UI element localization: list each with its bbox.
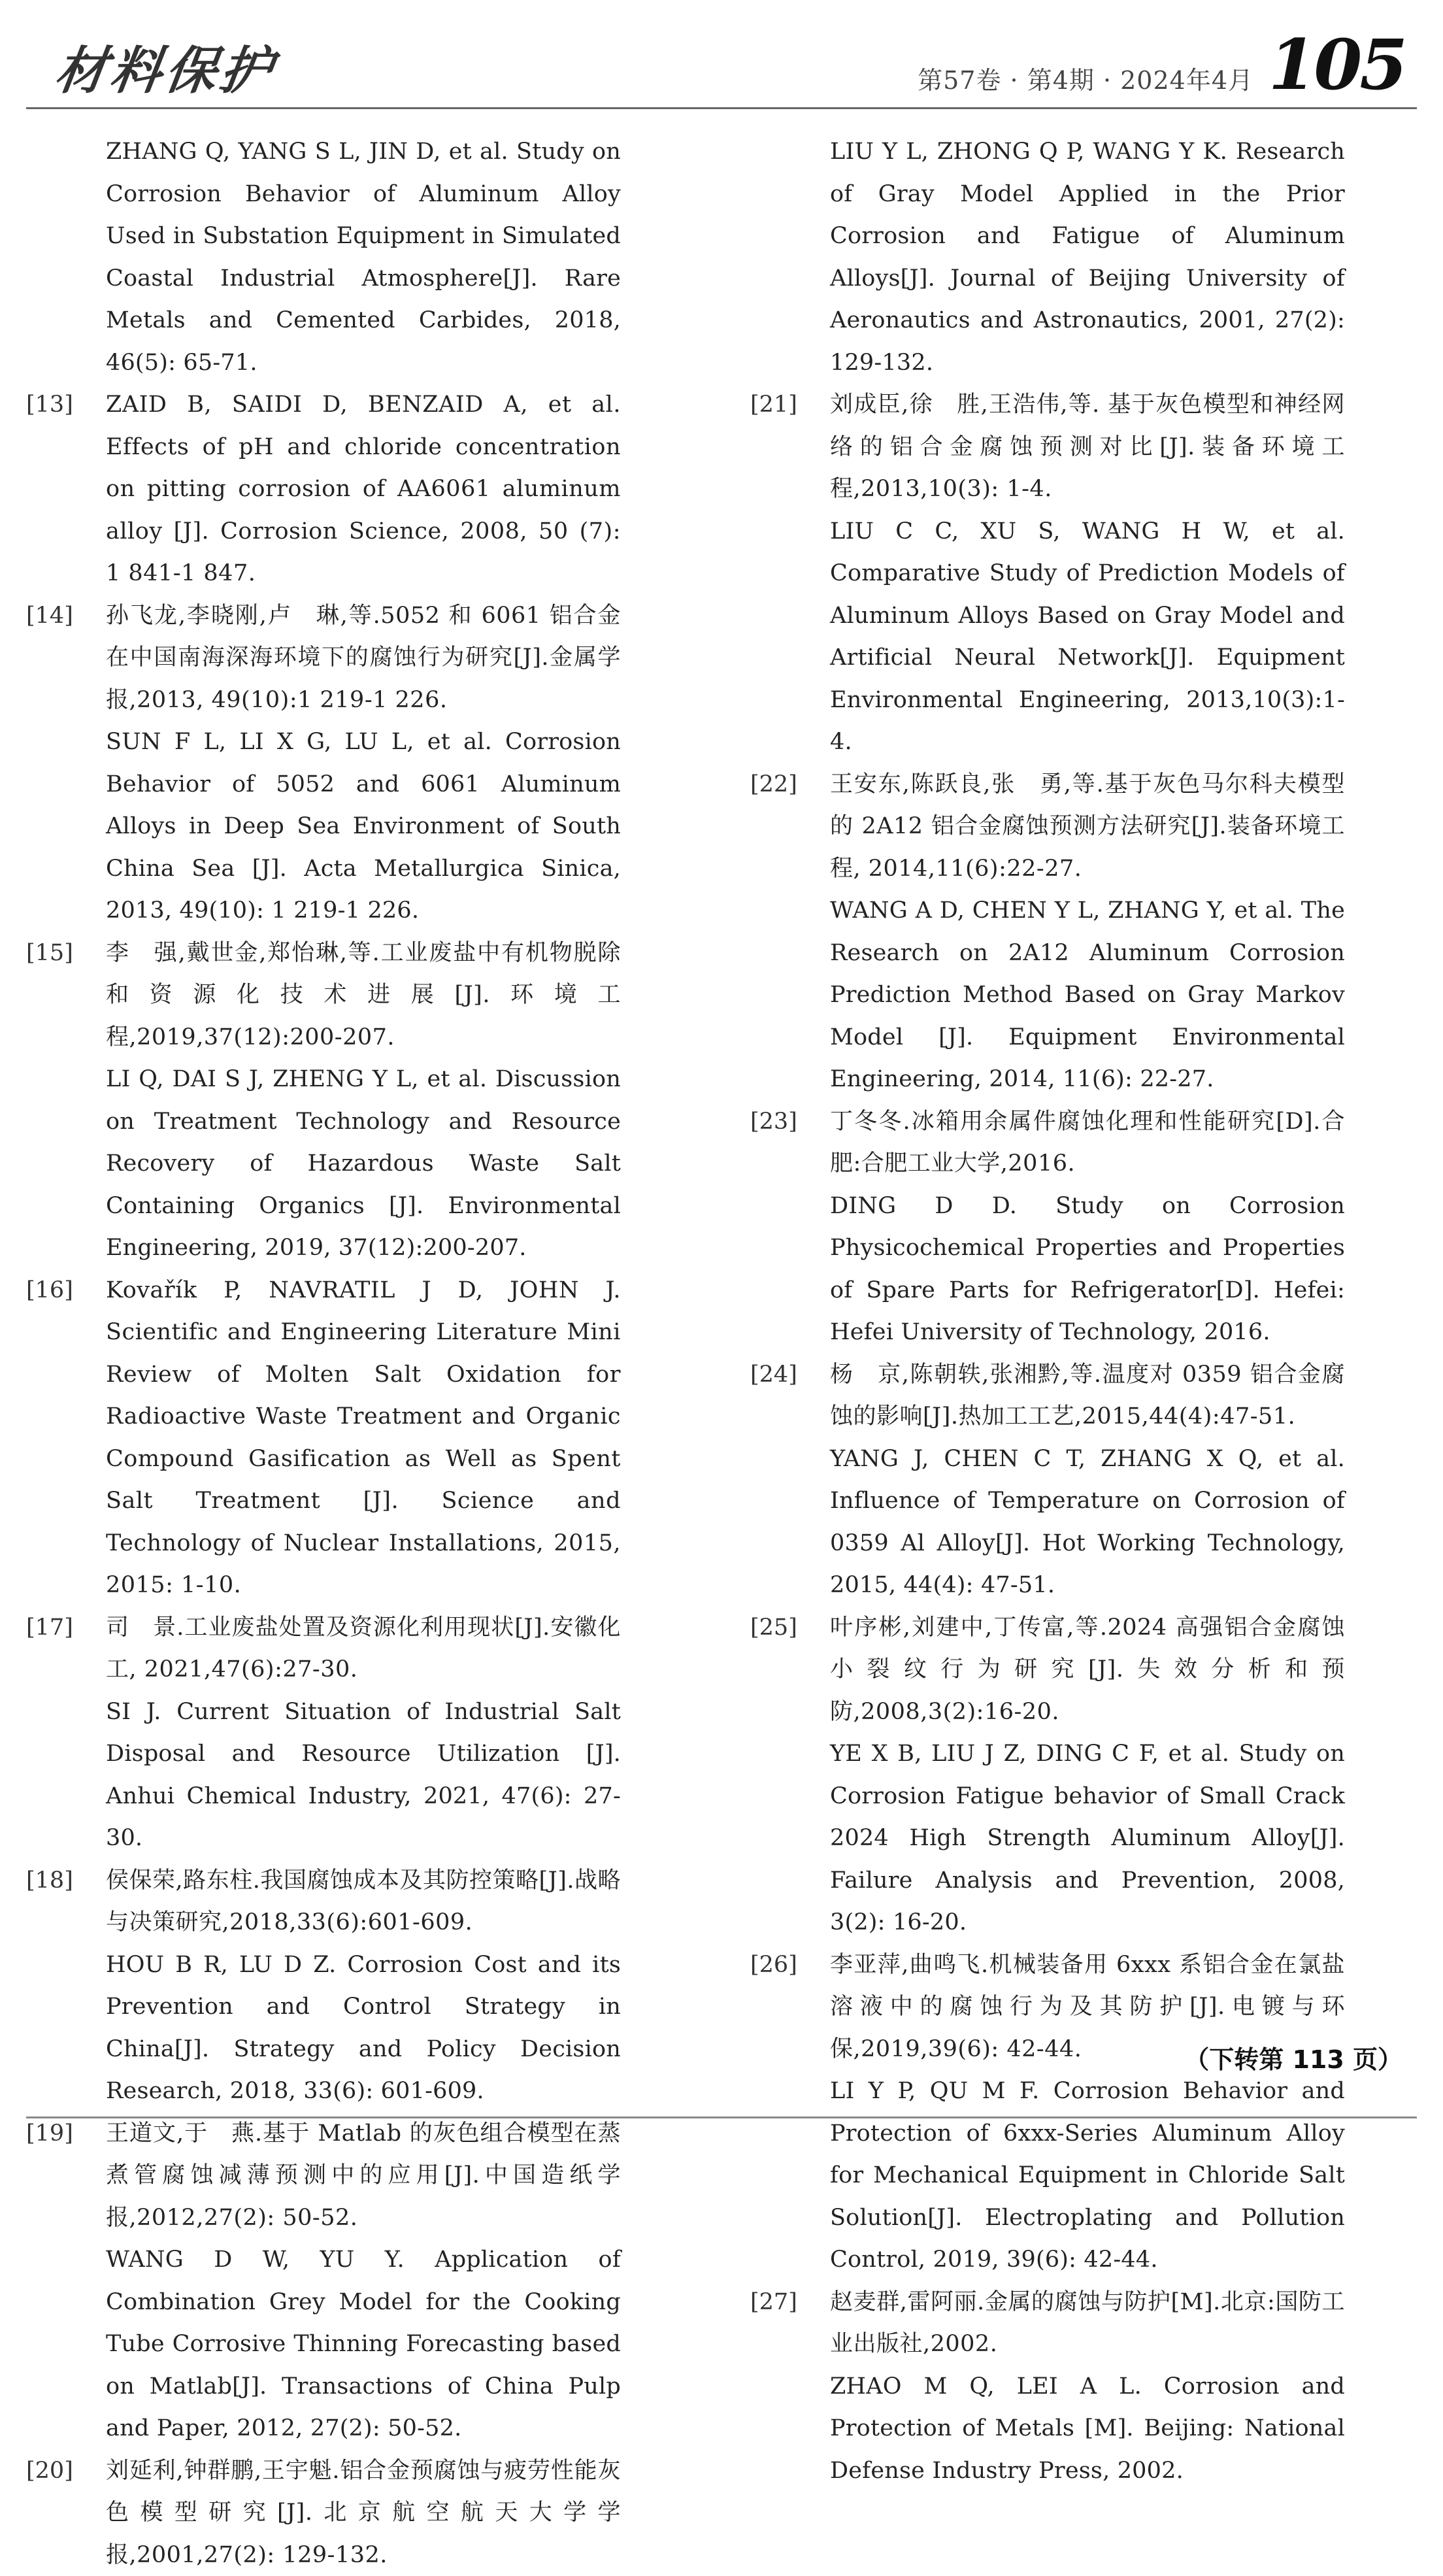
reference-item	[750, 1607, 1345, 1944]
reference-item	[26, 2113, 621, 2450]
reference-english: ZHAO M Q, LEI A L. Corrosion and Protection of Metals [M]. Beijing: National Defense Industry Press, 2002.	[830, 2366, 1345, 2492]
reference-number: [21]	[750, 384, 816, 426]
reference-english: LIU Y L, ZHONG Q P, WANG Y K. Research of Gray Model Applied in the Prior Corrosion and Fatigue of Aluminum Alloys[J]. Journal of Beijing University of Aeronautics and Astronautics, 2001, 27(2): 129-132.	[830, 131, 1345, 384]
reference-number: [14]	[26, 595, 91, 637]
reference-number: [23]	[750, 1101, 816, 1143]
reference-item	[750, 1354, 1345, 1607]
reference-item	[26, 2450, 621, 2576]
reference-original: 杨 京,陈朝轶,张湘黔,等.温度对 0359 铝合金腐蚀的影响[J].热加工工艺,2015,44(4):47-51.	[830, 1354, 1345, 1438]
reference-item	[750, 1101, 1345, 1354]
reference-number: [16]	[26, 1269, 91, 1312]
reference-original: Kovařík P, NAVRATIL J D, JOHN J. Scientific and Engineering Literature Mini Review of Molten Salt Oxidation for Radioactive Waste Treatment and Organic Compound Gasification as Well as Spent Salt Treatment [J]. Science and Technology of Nuclear Installations, 2015, 2015: 1-10.	[106, 1269, 621, 1607]
reference-english: DING D D. Study on Corrosion Physicochemical Properties and Properties of Spare Parts for Refrigerator[D]. Hefei: Hefei University of Technology, 2016.	[830, 1185, 1345, 1354]
footer-rule	[26, 2116, 1417, 2118]
journal-logo: 材料保护	[51, 30, 281, 103]
reference-english: LIU C C, XU S, WANG H W, et al. Comparative Study of Prediction Models of Aluminum Alloys Based on Gray Model and Artificial Neural Network[J]. Equipment Environmental Engineering, 2013,10(3):1-4.	[830, 510, 1345, 763]
reference-number: [22]	[750, 763, 816, 806]
reference-number: [13]	[26, 384, 91, 426]
reference-english: LI Q, DAI S J, ZHENG Y L, et al. Discussion on Treatment Technology and Resource Recovery of Hazardous Waste Salt Containing Organics [J]. Environmental Engineering, 2019, 37(12):200-207.	[106, 1058, 621, 1269]
reference-english: SUN F L, LI X G, LU L, et al. Corrosion Behavior of 5052 and 6061 Aluminum Alloys in Deep Sea Environment of South China Sea [J]. Acta Metallurgica Sinica, 2013, 49(10): 1 219-1 226.	[106, 721, 621, 932]
reference-number: [18]	[26, 1860, 91, 1902]
page-number: 105	[1269, 24, 1405, 105]
reference-original: 司 景.工业废盐处置及资源化利用现状[J].安徽化工, 2021,47(6):27-30.	[106, 1607, 621, 1691]
reference-english: WANG A D, CHEN Y L, ZHANG Y, et al. The Research on 2A12 Aluminum Corrosion Prediction Method Based on Gray Markov Model [J]. Equipment Environmental Engineering, 2014, 11(6): 22-27.	[830, 890, 1345, 1101]
reference-number: [25]	[750, 1607, 816, 1649]
reference-item	[750, 763, 1345, 1101]
reference-english: LI Y P, QU M F. Corrosion Behavior and Protection of 6xxx-Series Aluminum Alloy for Mechanical Equipment in Chloride Salt Solution[J]. Electroplating and Pollution Control, 2019, 39(6): 42-44.	[830, 2070, 1345, 2281]
page-header	[0, 0, 1443, 111]
reference-original: 赵麦群,雷阿丽.金属的腐蚀与防护[M].北京:国防工业出版社,2002.	[830, 2281, 1345, 2366]
reference-item	[26, 384, 621, 595]
reference-item	[26, 1607, 621, 1860]
reference-item	[26, 131, 621, 384]
reference-number: [24]	[750, 1354, 816, 1396]
reference-english: HOU B R, LU D Z. Corrosion Cost and its Prevention and Control Strategy in China[J]. Strategy and Policy Decision Research, 2018, 33(6): 601-609.	[106, 1944, 621, 2113]
issue-info: 第57卷 · 第4期 · 2024年4月	[918, 60, 1253, 96]
reference-number: [20]	[26, 2450, 91, 2492]
reference-original: 侯保荣,路东柱.我国腐蚀成本及其防控策略[J].战略与决策研究,2018,33(6):601-609.	[106, 1860, 621, 1944]
reference-original: 李 强,戴世金,郑怡琳,等.工业废盐中有机物脱除和资源化技术进展[J].环境工程,2019,37(12):200-207.	[106, 932, 621, 1059]
reference-number: [15]	[26, 932, 91, 975]
reference-original: 叶序彬,刘建中,丁传富,等.2024 高强铝合金腐蚀小裂纹行为研究[J].失效分析和预防,2008,3(2):16-20.	[830, 1607, 1345, 1733]
reference-original: 王安东,陈跃良,张 勇,等.基于灰色马尔科夫模型的 2A12 铝合金腐蚀预测方法研究[J].装备环境工程, 2014,11(6):22-27.	[830, 763, 1345, 890]
continued-on-page-note: （下转第 113 页）	[1184, 2039, 1402, 2075]
reference-number: [19]	[26, 2113, 91, 2155]
reference-original: 刘成臣,徐 胜,王浩伟,等. 基于灰色模型和神经网络的铝合金腐蚀预测对比[J].装备环境工程,2013,10(3): 1-4.	[830, 384, 1345, 510]
reference-item	[26, 1860, 621, 2113]
reference-original: 李亚萍,曲鸣飞.机械装备用 6xxx 系铝合金在氯盐溶液中的腐蚀行为及其防护[J].电镀与环保,2019,39(6): 42-44.	[830, 1944, 1345, 2071]
left-column	[26, 131, 621, 2576]
reference-english: YANG J, CHEN C T, ZHANG X Q, et al. Influence of Temperature on Corrosion of 0359 Al Alloy[J]. Hot Working Technology, 2015, 44(4): 47-51.	[830, 1438, 1345, 1607]
reference-original: 孙飞龙,李晓刚,卢 琳,等.5052 和 6061 铝合金在中国南海深海环境下的腐蚀行为研究[J].金属学报,2013, 49(10):1 219-1 226.	[106, 595, 621, 722]
reference-item	[750, 131, 1345, 384]
reference-item	[26, 1269, 621, 1607]
reference-item	[750, 384, 1345, 763]
reference-item	[750, 1944, 1345, 2281]
right-column	[750, 131, 1345, 2492]
reference-item	[26, 932, 621, 1269]
reference-item	[750, 2281, 1345, 2492]
reference-original: 丁冬冬.冰箱用余属件腐蚀化理和性能研究[D].合肥:合肥工业大学,2016.	[830, 1101, 1345, 1185]
reference-english: YE X B, LIU J Z, DING C F, et al. Study on Corrosion Fatigue behavior of Small Crack 2024 High Strength Aluminum Alloy[J]. Failure Analysis and Prevention, 2008, 3(2): 16-20.	[830, 1733, 1345, 1944]
reference-english: WANG D W, YU Y. Application of Combination Grey Model for the Cooking Tube Corrosive Thinning Forecasting based on Matlab[J]. Transactions of China Pulp and Paper, 2012, 27(2): 50-52.	[106, 2239, 621, 2450]
reference-number: [27]	[750, 2281, 816, 2324]
reference-english: ZHANG Q, YANG S L, JIN D, et al. Study on Corrosion Behavior of Aluminum Alloy Used in Substation Equipment in Simulated Coastal Industrial Atmosphere[J]. Rare Metals and Cemented Carbides, 2018, 46(5): 65-71.	[106, 131, 621, 384]
reference-item	[26, 595, 621, 932]
reference-original: 刘延利,钟群鹏,王宇魁.铝合金预腐蚀与疲劳性能灰色模型研究[J].北京航空航天大学学报,2001,27(2): 129-132.	[106, 2450, 621, 2576]
reference-original: 王道文,于 燕.基于 Matlab 的灰色组合模型在蒸煮管腐蚀减薄预测中的应用[J].中国造纸学报,2012,27(2): 50-52.	[106, 2113, 621, 2239]
reference-number: [26]	[750, 1944, 816, 1986]
header-rule	[26, 107, 1417, 109]
reference-english: SI J. Current Situation of Industrial Salt Disposal and Resource Utilization [J]. Anhui Chemical Industry, 2021, 47(6): 27-30.	[106, 1691, 621, 1860]
reference-original: ZAID B, SAIDI D, BENZAID A, et al. Effects of pH and chloride concentration on pitting corrosion of AA6061 aluminum alloy [J]. Corrosion Science, 2008, 50 (7): 1 841-1 847.	[106, 384, 621, 595]
reference-number: [17]	[26, 1607, 91, 1649]
